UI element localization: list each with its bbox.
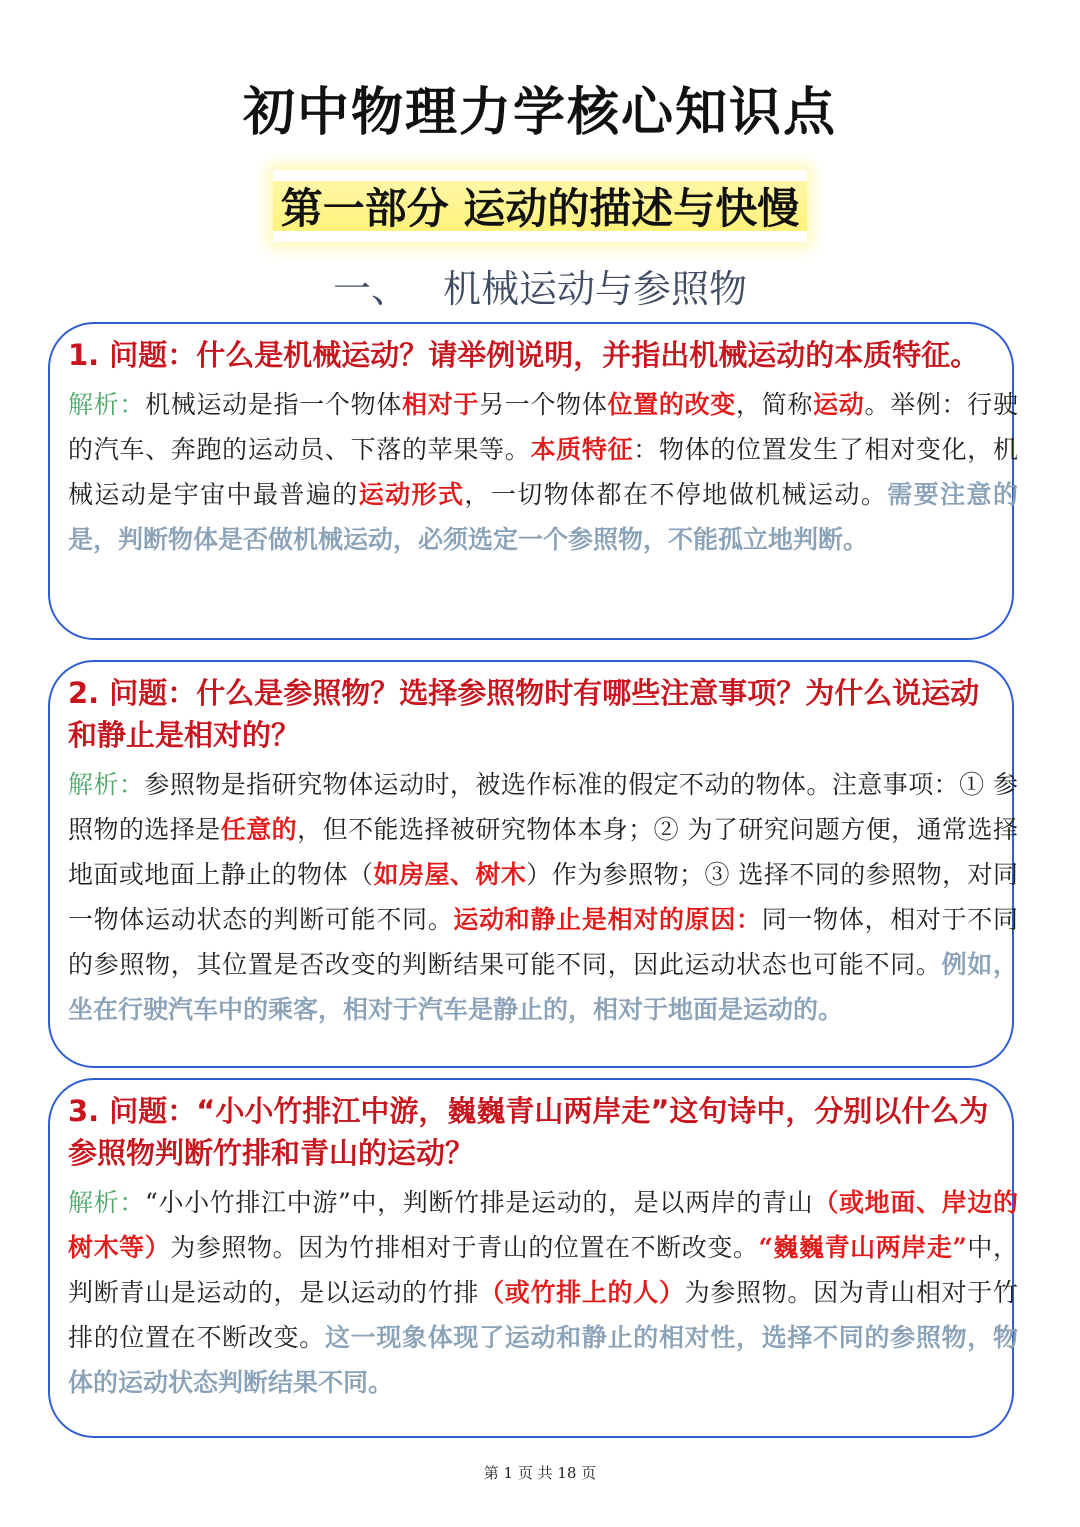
question-1: 1. 问题：什么是机械运动？请举例说明，并指出机械运动的本质特征。 <box>68 338 980 372</box>
answer-highlight: 相对于 <box>402 390 480 419</box>
part-heading-wrapper <box>0 170 1080 242</box>
answer-text: ）作为参照物；③ 选择不同的参照物，对同一物体运动状态的判断可能不同。 <box>68 860 1018 934</box>
answer-2 <box>68 762 1018 1032</box>
analysis-label: 解析： <box>68 770 145 799</box>
answer-text: ，简称 <box>736 390 814 419</box>
answer-note: 例如，坐在行驶汽车中的乘客，相对于汽车是静止的，相对于地面是运动的。 <box>68 950 1018 1024</box>
answer-highlight: （或地面、岸边的树木等） <box>68 1188 1018 1262</box>
answer-highlight: “巍巍青山两岸走” <box>758 1233 967 1262</box>
answer-text: 参照物是指研究物体运动时，被选作标准的假定不动的物体。注意事项：① 参照物的选择是 <box>68 770 1018 844</box>
answer-highlight: 运动和静止是相对的原因： <box>453 905 762 934</box>
section-number: 一、 <box>332 267 409 311</box>
answer-text: 。举例：行驶的汽车、奔跑的运动员、下落的苹果等。 <box>68 390 1018 464</box>
answer-highlight: 位置的改变 <box>607 390 737 419</box>
answer-text: 机械运动是指一个物体 <box>145 390 402 419</box>
qa-card-2 <box>48 660 1018 1068</box>
answer-text: 为参照物。因为青山相对于竹排的位置在不断改变。 <box>68 1278 1018 1352</box>
answer-text: 同一物体，相对于不同的参照物，其位置是否改变的判断结果可能不同，因此运动状态也可能不同。 <box>68 905 1018 979</box>
answer-highlight: 如房屋、树木 <box>373 860 527 889</box>
qa-card-1 <box>48 322 1018 640</box>
section-title: 机械运动与参照物 <box>443 267 748 311</box>
analysis-label: 解析： <box>68 390 146 419</box>
answer-text: 为参照物。因为竹排相对于青山的位置在不断改变。 <box>170 1233 759 1262</box>
page-footer: 第 1 页 共 18 页 <box>483 1464 597 1482</box>
answer-highlight: （或竹排上的人） <box>479 1278 685 1307</box>
answer-note: 这一现象体现了运动和静止的相对性，选择不同的参照物，物体的运动状态判断结果不同。 <box>68 1323 1018 1397</box>
question-3: 3. 问题：“小小竹排江中游，巍巍青山两岸走”这句诗中，分别以什么为参照物判断竹排和青山的运动？ <box>68 1094 989 1170</box>
answer-3 <box>68 1180 1018 1405</box>
part-heading: 第一部分 运动的描述与快慢 <box>273 170 808 242</box>
analysis-label: 解析： <box>68 1188 145 1217</box>
answer-text: 另一个物体 <box>479 390 608 419</box>
answer-highlight: 运动形式 <box>358 480 465 509</box>
answer-highlight: 任意的 <box>220 815 298 844</box>
question-2: 2. 问题：什么是参照物？选择参照物时有哪些注意事项？为什么说运动和静止是相对的？ <box>68 676 980 752</box>
answer-text: ，一切物体都在不停地做机械运动。 <box>464 480 888 509</box>
answer-text: ，但不能选择被研究物体本身；② 为了研究问题方便，通常选择地面或地面上静止的物体（ <box>68 815 1018 889</box>
answer-text: 中，判断青山是运动的，是以运动的竹排 <box>68 1233 1018 1307</box>
answer-text: ：物体的位置发生了相对变化，机械运动是宇宙中最普遍的 <box>68 435 1018 509</box>
answer-text: “小小竹排江中游”中，判断竹排是运动的，是以两岸的青山 <box>144 1188 814 1217</box>
page-title: 初中物理力学核心知识点 <box>242 83 837 143</box>
qa-card-3 <box>48 1078 1018 1438</box>
section-heading <box>0 258 1080 313</box>
answer-note: 需要注意的是，判断物体是否做机械运动，必须选定一个参照物，不能孤立地判断。 <box>68 480 1018 554</box>
answer-highlight: 运动 <box>813 390 865 419</box>
answer-highlight: 本质特征 <box>530 435 634 464</box>
answer-1 <box>68 382 1018 562</box>
